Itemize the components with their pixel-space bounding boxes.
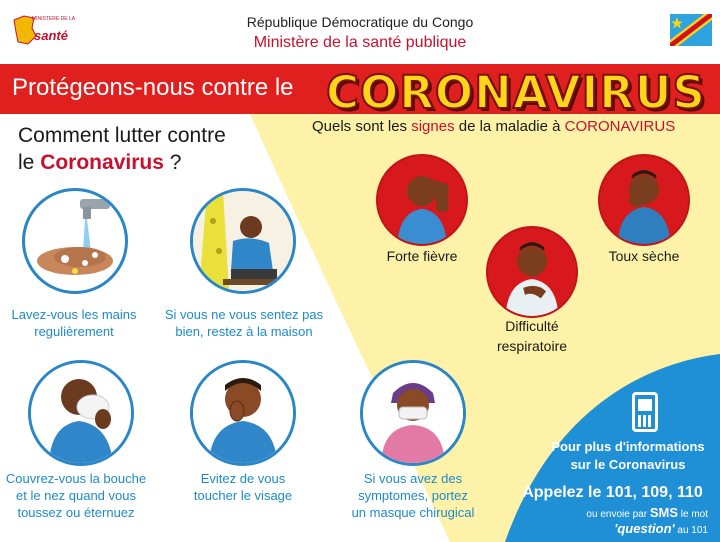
country-name: République Démocratique du Congo [246, 14, 474, 30]
caption-line: regulièrement [34, 324, 114, 339]
cover-mouth-illustration [28, 360, 134, 466]
stay-home-caption [164, 306, 324, 340]
caption-line: Si vous avez des [363, 471, 463, 486]
drc-flag-icon [670, 14, 712, 46]
breathing-difficulty-caption [478, 316, 586, 356]
fever-caption [372, 246, 472, 266]
banner-text: Protégeons-nous contre le [12, 74, 294, 101]
phone-icon [632, 392, 658, 432]
caption-line: Lavez-vous les mains [11, 307, 137, 322]
caption-line: Forte fièvre [386, 248, 458, 264]
title-prefix: le [18, 151, 41, 174]
sms-word: SMS [649, 505, 678, 520]
fever-illustration [376, 154, 468, 246]
caption-line: un masque chirugical [351, 505, 475, 520]
dry-cough-illustration [598, 154, 690, 246]
info-text [540, 438, 716, 474]
caption-line: bien, restez à la maison [175, 324, 313, 339]
title-banner [0, 64, 720, 114]
dry-cough-caption [596, 246, 692, 266]
question-word: 'question' [614, 521, 675, 536]
question-instruction [510, 521, 720, 536]
breathing-difficulty-illustration [486, 226, 578, 318]
sms-prefix: ou envoie par [586, 509, 650, 520]
caption-line: Toux sèche [608, 248, 680, 264]
info-line: Pour plus d'informations [551, 439, 705, 454]
sym-title-coronavirus: CORONAVIRUS [564, 118, 676, 135]
caption-line: symptomes, portez [358, 488, 468, 503]
sym-title-prefix: Quels sont les [312, 118, 412, 135]
prevention-title-line1: Comment lutter contre [18, 124, 226, 147]
caption-line: toucher le visage [193, 488, 293, 503]
phone-keypad [638, 415, 652, 427]
mask-caption [340, 470, 486, 521]
prevention-title-line2 [18, 151, 181, 175]
touch-face-illustration [190, 360, 296, 466]
logo-text: santé [34, 28, 68, 43]
sms-instruction [510, 505, 720, 520]
stay-home-illustration [190, 188, 296, 294]
mask-illustration [360, 360, 466, 466]
sym-title-middle: de la maladie à [454, 118, 565, 135]
caption-line: Evitez de vous [200, 471, 286, 486]
handwashing-caption [4, 306, 144, 340]
info-line: sur le Coronavirus [570, 457, 686, 472]
title-suffix: ? [163, 151, 182, 174]
caption-line: Si vous ne vous sentez pas [164, 307, 324, 322]
question-suffix: au 101 [674, 525, 708, 536]
phone-screen [638, 399, 652, 411]
logo-caption: MINISTERE DE LA [32, 16, 76, 22]
caption-line: Couvrez-vous la bouche [5, 471, 147, 486]
ministry-name: Ministère de la santé publique [253, 34, 467, 51]
sms-suffix: le mot [677, 509, 708, 520]
sym-title-signes: signes [411, 118, 455, 135]
cover-mouth-caption [0, 470, 152, 521]
call-numbers: Appelez le 101, 109, 110 [522, 484, 703, 501]
caption-line: Difficulté [505, 318, 559, 334]
caption-line: respiratoire [496, 338, 568, 354]
banner-coronavirus: CORONAVIRUS [326, 66, 706, 114]
title-coronavirus: Coronavirus [40, 151, 164, 174]
touch-face-caption [176, 470, 310, 504]
caption-line: toussez ou éternuez [17, 505, 135, 520]
symptoms-title [312, 118, 675, 135]
caption-line: et le nez quand vous [16, 488, 136, 503]
handwashing-illustration [22, 188, 128, 294]
